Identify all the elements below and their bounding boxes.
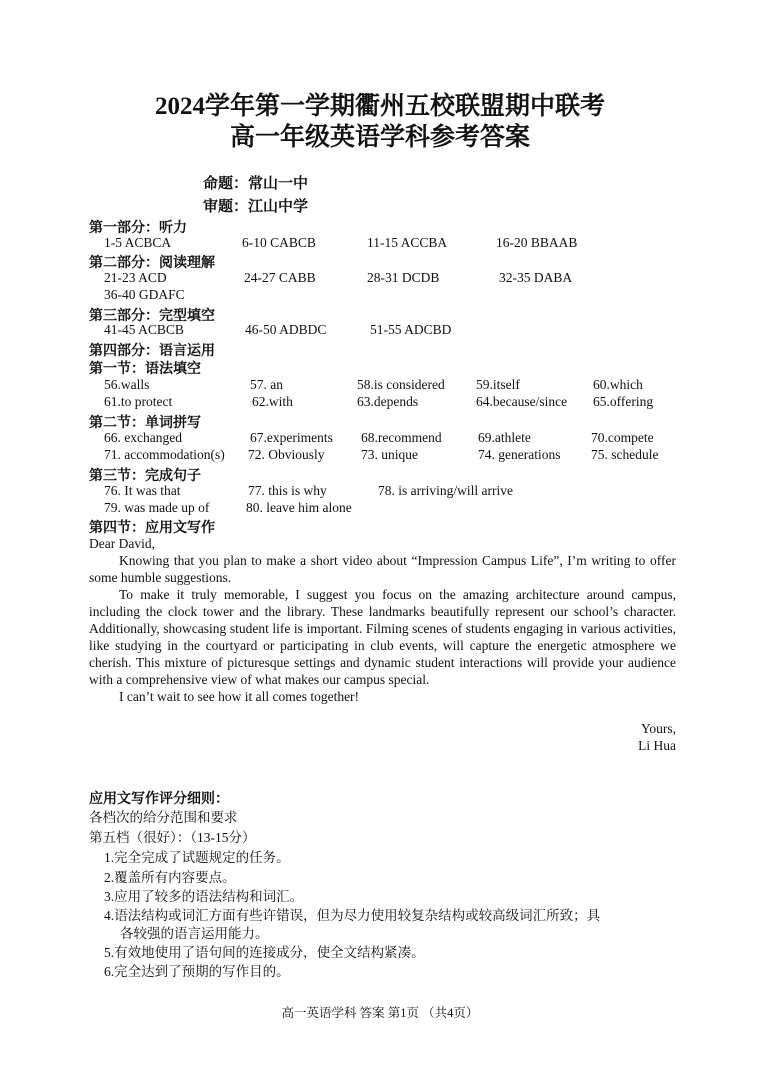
rubric-item: 4.语法结构或词汇方面有些许错误，但为尽力使用较复杂结构或较高级词汇所致；具 — [104, 908, 601, 923]
answer-item: 57. an — [250, 377, 283, 392]
answer-item: 60.which — [593, 377, 643, 392]
answer-group: 1-5 ACBCA — [104, 235, 172, 250]
answer-group: 24-27 CABB — [244, 270, 316, 285]
answer-group: 36-40 GDAFC — [104, 287, 185, 302]
letter-paragraph: Knowing that you plan to make a short video about “Impression Campus Life”, I’m writing to offer some humble suggestions. — [89, 553, 676, 585]
page-footer: 高一英语学科 答案 第1页 （共4页） — [281, 1006, 479, 1020]
rubric-item: 5.有效地使用了语句间的连接成分，使全文结构紧凑。 — [104, 945, 425, 960]
letter-signature: Li Hua — [638, 738, 676, 753]
answer-item: 66. exchanged — [104, 430, 182, 445]
answer-item: 69.athlete — [478, 430, 531, 445]
document-subtitle: 高一年级英语学科参考答案 — [229, 124, 530, 151]
section4-heading: 第四节：应用文写作 — [89, 521, 215, 536]
answer-item: 62.with — [252, 394, 293, 409]
letter-greeting: Dear David, — [89, 536, 155, 551]
answer-item: 74. generations — [478, 447, 561, 462]
answer-item: 75. schedule — [591, 447, 659, 462]
section1-heading: 第一节：语法填空 — [89, 362, 201, 377]
answer-group: 11-15 ACCBA — [367, 235, 448, 250]
answer-item: 67.experiments — [250, 430, 333, 445]
answer-group: 6-10 CABCB — [242, 235, 316, 250]
answer-group: 16-20 BBAAB — [496, 235, 578, 250]
answer-item: 65.offering — [593, 394, 654, 409]
letter-signoff — [638, 720, 676, 754]
answer-item: 80. leave him alone — [246, 500, 352, 515]
letter-paragraph: To make it truly memorable, I suggest you focus on the amazing architecture around campus, including the clock tower and the library. These landmarks beautifully represent our school’s character. Additionally, showcasing student life is important. Filming scenes of students engaging in various activities, like studying in the courtyard or participating in club events, will capture the energetic atmosphere we cherish. This mixture of picturesque settings and dynamic student interactions will provide your audience with a comprehensive view of what makes our campus special. — [89, 587, 676, 687]
answer-item: 56.walls — [104, 377, 150, 392]
part2-heading: 第二部分：阅读理解 — [89, 256, 215, 271]
answer-group: 51-55 ADCBD — [370, 322, 452, 337]
rubric-item: 6.完全达到了预期的写作目的。 — [104, 964, 290, 979]
answer-item: 76. It was that — [104, 483, 181, 498]
part3-heading: 第三部分：完型填空 — [89, 309, 215, 324]
answer-group: 28-31 DCDB — [367, 270, 440, 285]
answer-group: 46-50 ADBDC — [245, 322, 327, 337]
answer-item: 77. this is why — [248, 483, 327, 498]
answer-item: 71. accommodation(s) — [104, 447, 225, 462]
letter-closing: Yours, — [640, 721, 676, 736]
part4-heading: 第四部分：语言运用 — [89, 344, 215, 359]
answer-group: 32-35 DABA — [499, 270, 573, 285]
model-letter — [89, 535, 676, 705]
answer-item: 63.depends — [357, 394, 419, 409]
answer-item: 59.itself — [476, 377, 520, 392]
rubric-item: 1.完全完成了试题规定的任务。 — [104, 850, 290, 865]
letter-paragraph: I can’t wait to see how it all comes together! — [119, 689, 360, 704]
answer-item: 61.to protect — [104, 394, 173, 409]
rubric-heading: 应用文写作评分细则： — [89, 792, 229, 807]
answer-group: 21-23 ACD — [104, 270, 167, 285]
answer-group: 41-45 ACBCB — [104, 322, 184, 337]
section2-heading: 第二节：单词拼写 — [89, 416, 201, 431]
reviewer-line: 审题：江山中学 — [203, 199, 309, 215]
answer-item: 58.is considered — [357, 377, 445, 392]
part1-heading: 第一部分：听力 — [89, 221, 187, 236]
answer-item: 73. unique — [361, 447, 418, 462]
answer-item: 79. was made up of — [104, 500, 210, 515]
answer-item: 64.because/since — [476, 394, 568, 409]
rubric-level5: 第五档（很好）：（13-15分） — [89, 830, 256, 845]
setter-line: 命题：常山一中 — [203, 176, 309, 192]
rubric-intro: 各档次的给分范围和要求 — [89, 810, 238, 825]
answer-item: 72. Obviously — [248, 447, 325, 462]
answer-item: 68.recommend — [361, 430, 442, 445]
rubric-item: 2.覆盖所有内容要点。 — [104, 870, 236, 885]
answer-item: 78. is arriving/will arrive — [378, 483, 513, 498]
answer-item: 70.compete — [591, 430, 654, 445]
rubric-item-continued: 各较强的语言运用能力。 — [120, 926, 269, 941]
document-title: 2024学年第一学期衢州五校联盟期中联考 — [154, 93, 605, 120]
rubric-item: 3.应用了较多的语法结构和词汇。 — [104, 889, 304, 904]
section3-heading: 第三节：完成句子 — [89, 469, 201, 484]
